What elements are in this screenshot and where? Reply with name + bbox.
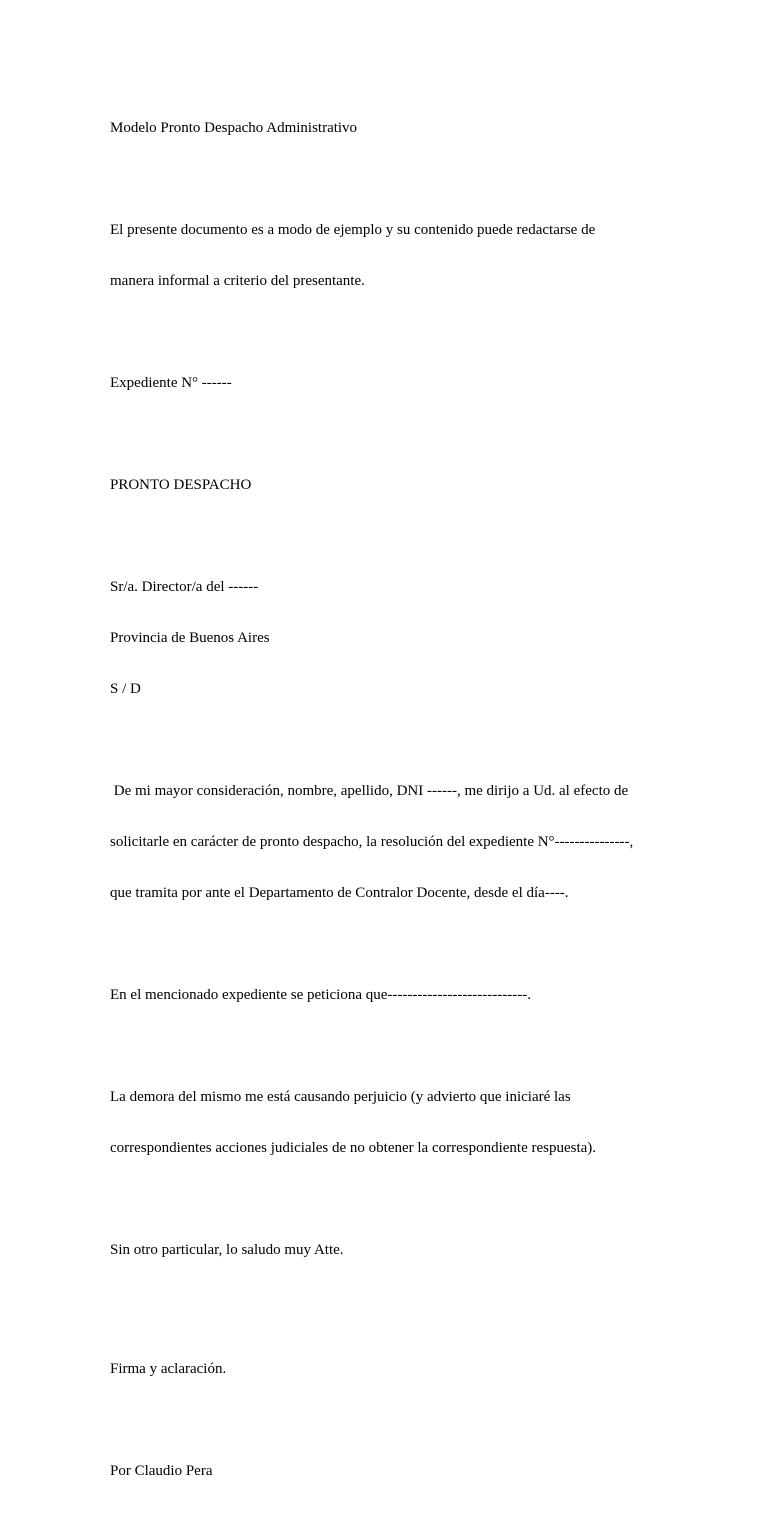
delay-line: La demora del mismo me está causando perjuicio (y advierto que iniciaré las [110, 1089, 571, 1105]
delay-paragraph [110, 1055, 670, 1191]
closing-line: Sin otro particular, lo saludo muy Atte. [110, 1242, 344, 1258]
request-paragraph [110, 749, 670, 936]
addressee-line: Provincia de Buenos Aires [110, 630, 270, 646]
petition-paragraph: En el mencionado expediente se peticiona que----------------------------. [110, 987, 532, 1003]
spacer [110, 1310, 670, 1327]
section-heading: PRONTO DESPACHO [110, 477, 252, 493]
document-body [110, 86, 670, 1531]
request-line: que tramita por ante el Departamento de Contralor Docente, desde el día----. [110, 885, 569, 901]
addressee-line: S / D [110, 681, 141, 697]
request-line: De mi mayor consideración, nombre, apellido, DNI ------, me dirijo a Ud. al efecto de [110, 783, 629, 799]
intro-paragraph [110, 188, 670, 324]
addressee-block [110, 545, 670, 732]
addressee-line: Sr/a. Director/a del ------ [110, 579, 259, 595]
signature-line: Firma y aclaración. [110, 1361, 227, 1377]
delay-line: correspondientes acciones judiciales de no obtener la correspondiente respuesta). [110, 1140, 597, 1156]
intro-line: El presente documento es a modo de ejemplo y su contenido puede redactarse de [110, 222, 596, 238]
author-line: Por Claudio Pera [110, 1463, 213, 1479]
expediente-line: Expediente N° ------ [110, 375, 232, 391]
request-line: solicitarle en carácter de pronto despacho, la resolución del expediente N°---------------, [110, 834, 634, 850]
document-title: Modelo Pronto Despacho Administrativo [110, 120, 358, 136]
intro-line: manera informal a criterio del presentante. [110, 273, 365, 289]
